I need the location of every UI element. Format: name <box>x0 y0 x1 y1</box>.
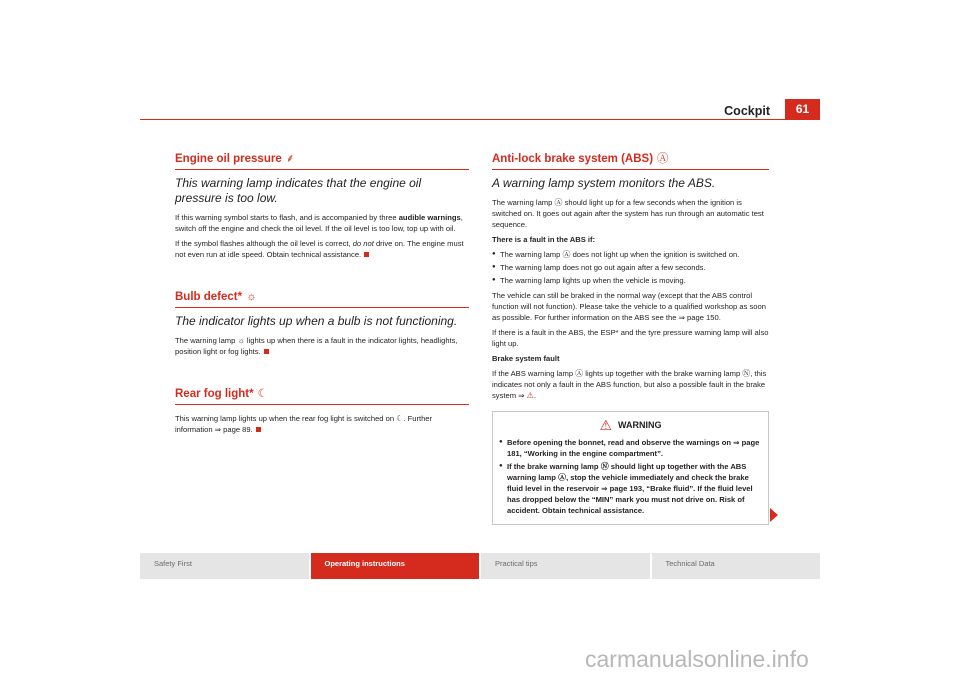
text: If this warning symbol starts to flash, and is accompanied by three <box>175 213 399 222</box>
section-title: Cockpit <box>724 104 770 118</box>
section-end-marker <box>364 252 369 257</box>
abs-icon: Ⓐ <box>558 473 567 482</box>
rear-fog-title: Rear fog light* <box>175 388 254 400</box>
oil-can-icon: ⸙ <box>285 153 295 165</box>
brake-warning-icon: Ⓝ <box>600 462 609 471</box>
brake-warning-icon: Ⓝ <box>742 369 751 378</box>
watermark: carmanualsonline.info <box>585 646 809 672</box>
text: does not light up when the ignition is switched on. <box>570 250 740 259</box>
bulb-defect-para <box>175 335 469 357</box>
text: lights up when there is a fault in the indicator lights, headlights, position light or fog lights. <box>175 336 458 356</box>
brake-fault-heading: Brake system fault <box>492 354 560 363</box>
text: . Further information ⇒ page 89. <box>175 414 433 434</box>
bulb-icon: ☼ <box>237 336 245 345</box>
text: lights up together with the brake warning lamp <box>583 369 743 378</box>
text-italic: do not <box>352 239 374 248</box>
abs-lead: A warning lamp system monitors the ABS. <box>492 176 716 190</box>
abs-para-1 <box>492 197 769 230</box>
text: The warning lamp <box>175 336 238 345</box>
abs-para-3: If there is a fault in the ABS, the ESP* and the tyre pressure warning lamp will also light up. <box>492 328 769 348</box>
abs-icon: Ⓐ <box>657 153 669 165</box>
text: , stop the vehicle immediately and check the brake fluid level in the reservoir ⇒ page 193, “Brake fluid”. If the fluid level has dropped below the “MIN” mark you must not drive on. Risk of accident. Obtain technical assistance. <box>507 473 753 515</box>
section-end-marker <box>264 349 269 354</box>
abs-heading <box>492 152 769 170</box>
warning-list <box>499 437 762 516</box>
section-end-marker <box>256 427 261 432</box>
oil-pressure-para-1 <box>175 212 469 234</box>
list-item: ● The warning lamp lights up when the vehicle is moving. <box>492 275 769 286</box>
oil-pressure-lead: This warning lamp indicates that the engine oil pressure is too low. <box>175 176 422 205</box>
text-bold: audible warnings <box>398 213 461 222</box>
tab-operating-instructions[interactable]: Operating instructions <box>311 553 480 579</box>
warning-title: WARNING <box>618 420 662 430</box>
text: should light up together with the ABS warning lamp <box>507 462 747 482</box>
abs-icon: Ⓐ <box>562 250 571 259</box>
text: drive on. The engine must not even run at idle speed. Obtain technical assistance. <box>175 239 464 259</box>
tab-practical-tips[interactable]: Practical tips <box>481 553 650 579</box>
oil-pressure-para-2 <box>175 238 469 260</box>
text: , this indicates not only a fault in the ABS function, but also a possible fault in the brake system ⇒ <box>492 369 767 400</box>
header-divider <box>140 119 820 120</box>
warning-triangle-icon: ⚠ <box>526 391 534 400</box>
bulb-icon: ☼ <box>246 291 257 303</box>
abs-title: Anti-lock brake system (ABS) <box>492 153 654 165</box>
oil-pressure-title: Engine oil pressure <box>175 153 282 165</box>
text: If the ABS warning lamp <box>492 369 576 378</box>
continue-arrow-icon <box>770 508 778 522</box>
rear-fog-light-icon: ☾ <box>396 414 404 423</box>
text: . <box>533 391 536 400</box>
abs-icon: Ⓐ <box>575 369 584 378</box>
abs-para-2: The vehicle can still be braked in the normal way (except that the ABS control function will not function). Please take the vehicle to a qualified workshop as soon as possible. For further information on the ABS see the ⇒ page 150. <box>492 291 766 322</box>
warning-header <box>499 418 762 432</box>
rear-fog-heading <box>175 387 469 405</box>
list-item: ● The warning lamp does not go out again after a few seconds. <box>492 262 769 273</box>
bulb-defect-lead: The indicator lights up when a bulb is not functioning. <box>175 314 458 328</box>
tab-technical-data[interactable]: Technical Data <box>652 553 821 579</box>
warning-box <box>492 411 769 525</box>
rear-fog-para <box>175 413 469 435</box>
text: If the brake warning lamp <box>507 462 601 471</box>
list-item: ● Before opening the bonnet, read and observe the warnings on ⇒ page 181, “Working in the engine compartment”. <box>499 437 762 459</box>
text: , switch off the engine and check the oil level. If the oil level is too low, top up with oil. <box>175 213 463 233</box>
page-number: 61 <box>785 99 820 119</box>
list-item <box>492 249 769 260</box>
warning-triangle-icon: ⚠ <box>599 417 613 433</box>
oil-pressure-heading <box>175 152 469 170</box>
text: should light up for a few seconds when the ignition is switched on. It goes out again after the system has run through an automatic test sequence. <box>492 198 764 229</box>
bulb-defect-heading <box>175 290 469 308</box>
list-item <box>499 461 762 516</box>
abs-icon: Ⓐ <box>554 198 563 207</box>
abs-fault-list <box>492 249 769 286</box>
text: The warning lamp <box>500 250 563 259</box>
left-column <box>175 152 469 439</box>
right-column <box>492 152 769 525</box>
abs-para-4 <box>492 368 769 401</box>
abs-fault-heading: There is a fault in the ABS if: <box>492 235 596 244</box>
footer-nav <box>140 553 820 579</box>
rear-fog-light-icon: ☾ <box>257 388 268 400</box>
tab-safety-first[interactable]: Safety First <box>140 553 309 579</box>
text: If the symbol flashes although the oil level is correct, <box>175 239 353 248</box>
bulb-defect-title: Bulb defect* <box>175 291 243 303</box>
text: This warning lamp lights up when the rear fog light is switched on <box>175 414 397 423</box>
text: The warning lamp <box>492 198 555 207</box>
